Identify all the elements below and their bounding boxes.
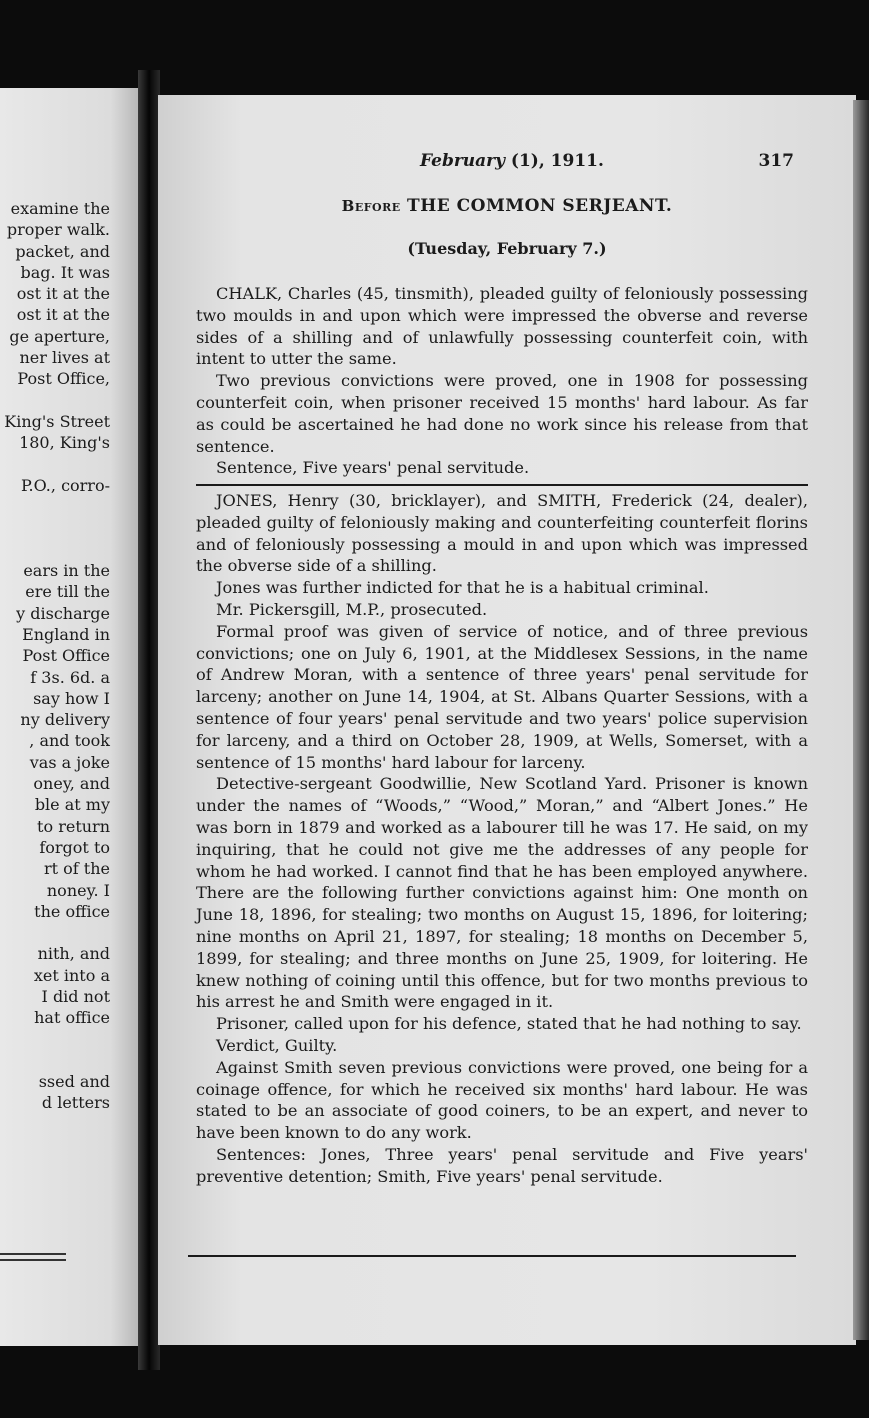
left-page-line: f 3s. 6d. a bbox=[30, 667, 110, 687]
left-page-line bbox=[0, 1050, 110, 1071]
end-rule bbox=[188, 1255, 796, 1257]
right-page bbox=[158, 95, 856, 1345]
left-page-line: ost it at the bbox=[16, 284, 110, 304]
left-page-line: , and took bbox=[29, 731, 110, 751]
left-page-line bbox=[0, 539, 110, 560]
left-page-line bbox=[0, 390, 110, 411]
header-date-rest: (1), 1911. bbox=[505, 151, 604, 171]
left-page-line: nith, and bbox=[37, 944, 110, 964]
left-page-line: 180, King's bbox=[19, 433, 110, 453]
left-page-line: rt of the bbox=[43, 859, 110, 879]
court-title: THE COMMON SERJEANT. bbox=[400, 196, 673, 216]
left-page-line: bag. It was bbox=[20, 262, 110, 282]
case-paragraph: CHALK, Charles (45, tinsmith), pleaded guilty of feloniously possessing two moulds in and upon which were impressed the obverse and reverse sides of a shilling and of unlawfully possessing counterfeit coin, with intent to utter the same. bbox=[196, 284, 808, 369]
case-chalk bbox=[196, 283, 808, 479]
left-page-line: oney, and bbox=[33, 774, 110, 794]
session-day: (Tuesday, February 7.) bbox=[407, 239, 607, 258]
running-header bbox=[158, 151, 856, 175]
left-facing-page bbox=[0, 88, 138, 1346]
left-page-line: ost it at the bbox=[16, 305, 110, 325]
left-page-rule bbox=[0, 1259, 66, 1261]
left-page-line: Post Office, bbox=[17, 369, 110, 389]
left-page-line: d letters bbox=[41, 1093, 110, 1113]
left-page-line bbox=[0, 496, 110, 517]
left-page-line: noney. I bbox=[46, 880, 110, 900]
left-page-line bbox=[0, 454, 110, 475]
left-page-line: proper walk. bbox=[6, 220, 110, 240]
case-paragraph: Formal proof was given of service of notice, and of three previous convictions; one on July 6, 1901, at the Middlesex Sessions, in the name of Andrew Moran, with a sentence of three years' penal servitude for larceny; another on June 14, 1904, at St. Albans Quarter Sessions, with a sentence of four years' penal servitude and two years' police supervision for larceny, and a third on October 28, 1909, at Wells, Somerset, with a sentence of 15 months' hard labour for larceny. bbox=[196, 621, 808, 772]
court-prefix: Before bbox=[341, 197, 401, 215]
case-paragraph: Detective-sergeant Goodwillie, New Scotland Yard. Prisoner is known under the names of “Woods,” “Wood,” Moran,” and “Albert Jones.” He was born in 1879 and worked as a labourer till he was 17. He said, on my inquiring, that he could not give me the addresses of any people for whom he had worked. I cannot find that he has been employed anywhere. There are the following further convictions against him: One month on June 18, 1896, for stealing; two months on August 15, 1896, for loitering; nine months on April 21, 1897, for stealing; 18 months on December 5, 1899, for stealing; and three months on June 25, 1909, for loitering. He knew nothing of coining until this offence, but for two months previous to his arrest he and Smith were engaged in it. bbox=[196, 774, 808, 1012]
page-edge-shadow bbox=[853, 100, 869, 1340]
left-page-line: ere till the bbox=[25, 582, 110, 602]
left-page-line: ner lives at bbox=[19, 348, 110, 368]
left-page-line: I did not bbox=[41, 986, 110, 1006]
left-page-rule bbox=[0, 1253, 66, 1255]
left-page-line bbox=[0, 517, 110, 538]
left-page-text bbox=[0, 198, 110, 1114]
left-page-line: King's Street bbox=[4, 411, 110, 431]
case-paragraph: Sentences: Jones, Three years' penal servitude and Five years' preventive detention; Smith, Five years' penal servitude. bbox=[196, 1144, 808, 1186]
left-page-line: forgot to bbox=[39, 837, 110, 857]
left-page-line bbox=[0, 922, 110, 943]
left-page-line: the office bbox=[34, 901, 110, 921]
left-page-line: to return bbox=[37, 816, 110, 836]
left-page-line: y discharge bbox=[16, 603, 110, 623]
left-page-line: xet into a bbox=[33, 965, 110, 985]
left-page-line: hat office bbox=[34, 1008, 110, 1028]
left-page-line: say how I bbox=[33, 688, 110, 708]
left-page-line: England in bbox=[22, 624, 110, 644]
left-page-line: P.O., corro- bbox=[21, 475, 110, 495]
left-page-line bbox=[0, 1029, 110, 1050]
case-paragraph: Sentence, Five years' penal servitude. bbox=[216, 458, 530, 478]
left-page-line: ge aperture, bbox=[9, 326, 110, 346]
left-page-line: ssed and bbox=[38, 1072, 110, 1092]
header-month: February bbox=[420, 151, 506, 171]
case-paragraph: Verdict, Guilty. bbox=[216, 1035, 338, 1055]
court-heading bbox=[158, 196, 856, 216]
page-number: 317 bbox=[758, 151, 794, 171]
case-jones-smith bbox=[196, 490, 808, 1188]
header-date bbox=[420, 151, 604, 171]
left-page-line: ears in the bbox=[23, 561, 110, 581]
case-paragraph: JONES, Henry (30, bricklayer), and SMITH, Frederick (24, dealer), pleaded guilty of feloniously making and counterfeiting counterfeit florins and of feloniously possessing a mould in and upon which was impressed the obverse side of a shilling. bbox=[196, 491, 808, 576]
case-paragraph: Jones was further indicted for that he is a habitual criminal. bbox=[216, 578, 709, 598]
case-paragraph: Prisoner, called upon for his defence, stated that he had nothing to say. bbox=[216, 1014, 802, 1034]
case-paragraph: Mr. Pickersgill, M.P., prosecuted. bbox=[216, 599, 488, 619]
case-divider-rule bbox=[196, 484, 808, 486]
case-paragraph: Two previous convictions were proved, one in 1908 for possessing counterfeit coin, when prisoner received 15 months' hard labour. As far as could be ascertained he had done no work since his release from that sentence. bbox=[196, 371, 808, 456]
book-gutter bbox=[138, 70, 160, 1370]
left-page-line: vas a joke bbox=[29, 752, 110, 772]
left-page-line: examine the bbox=[10, 199, 110, 218]
left-page-line: Post Office bbox=[22, 646, 110, 666]
left-page-line: ble at my bbox=[34, 795, 110, 815]
left-page-line: ny delivery bbox=[20, 710, 110, 730]
case-paragraph: Against Smith seven previous convictions were proved, one being for a coinage offence, for which he received six months' hard labour. He was stated to be an associate of good coiners, to be an expert, and never to have been known to do any work. bbox=[196, 1057, 808, 1143]
left-page-line: packet, and bbox=[15, 241, 110, 261]
